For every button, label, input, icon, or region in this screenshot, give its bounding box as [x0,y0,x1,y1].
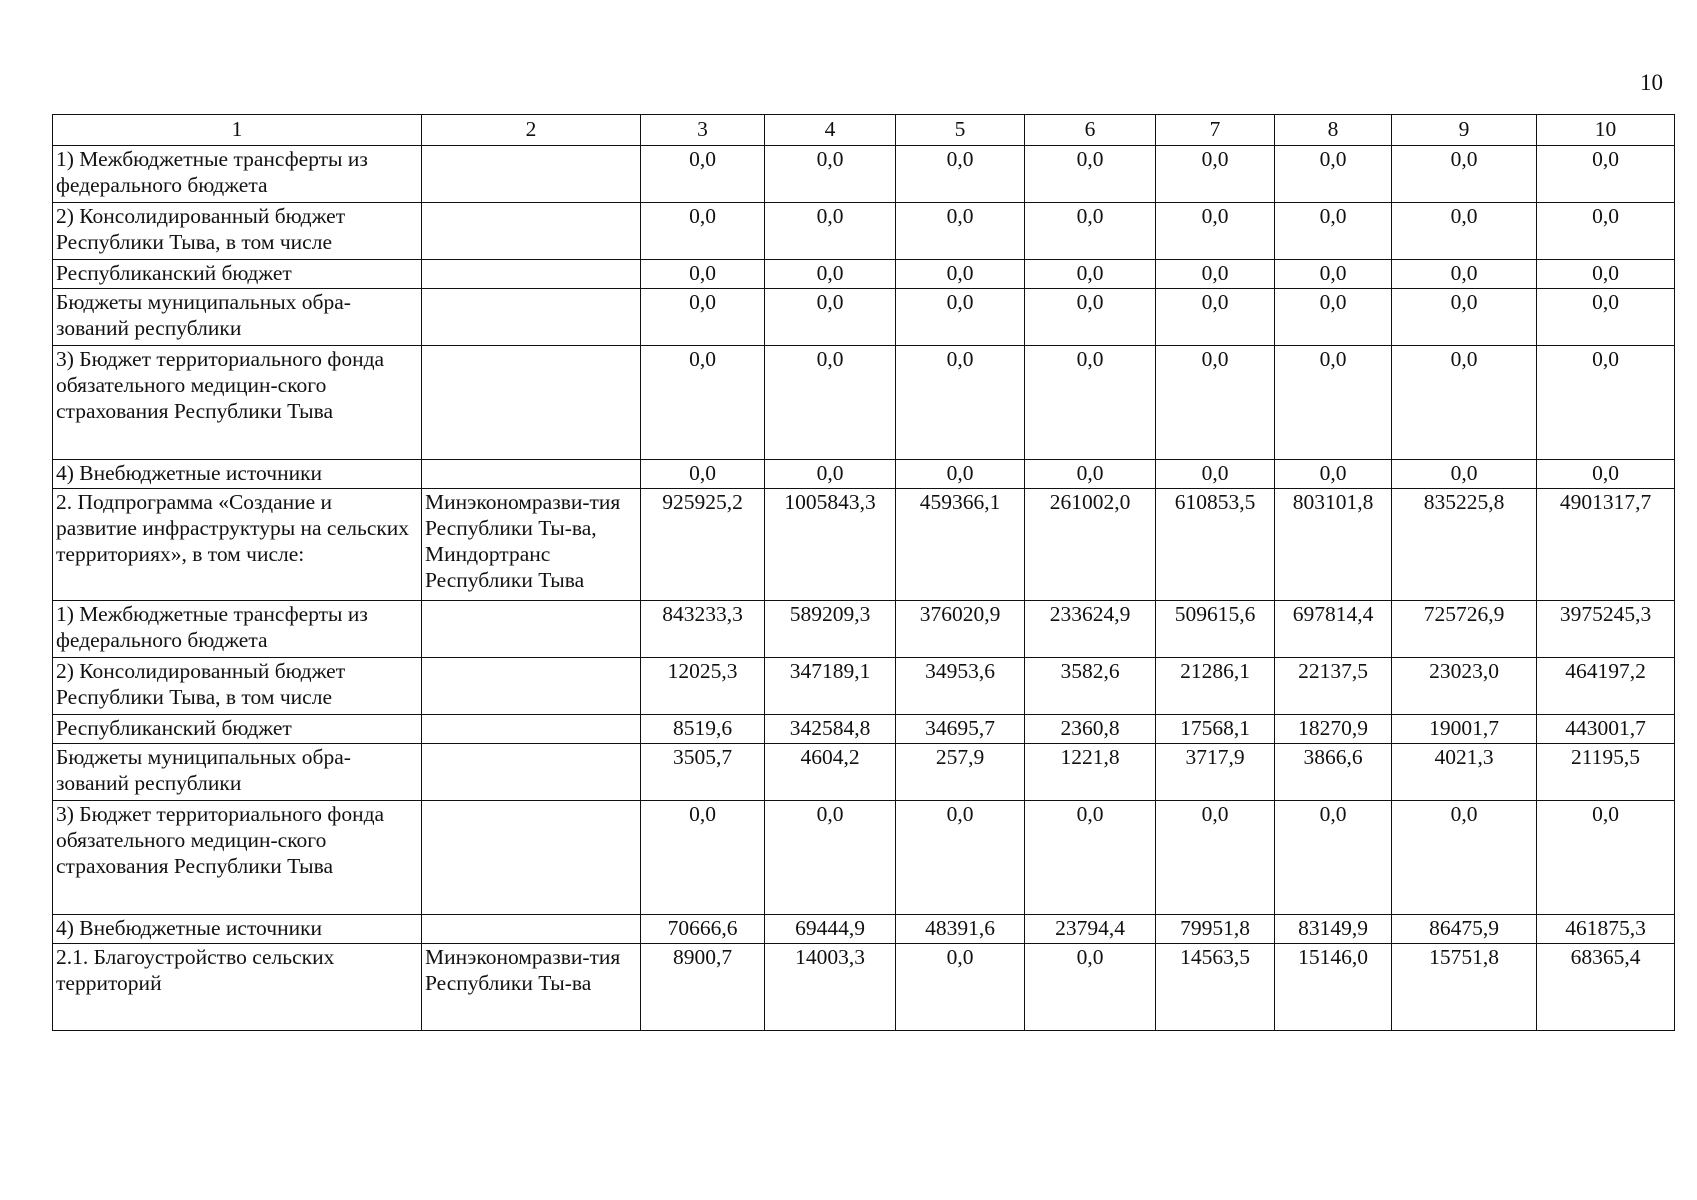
row-label: 1) Межбюджетные трансферты из федерального бюджета [53,146,422,203]
executor-cell [422,346,641,460]
value-cell: 0,0 [1537,460,1675,489]
row-label: Республиканский бюджет [53,715,422,744]
value-cell: 3975245,3 [1537,601,1675,658]
value-cell: 79951,8 [1156,915,1275,944]
value-cell: 0,0 [1275,801,1392,915]
value-cell: 21195,5 [1537,744,1675,801]
value-cell: 0,0 [765,801,896,915]
executor-cell [422,289,641,346]
value-cell: 3866,6 [1275,744,1392,801]
row-label: 2.1. Благоустройство сельских территорий [53,944,422,1031]
value-cell: 0,0 [641,801,765,915]
table-row [53,801,1675,915]
table-row [53,715,1675,744]
value-cell: 461875,3 [1537,915,1675,944]
table-row [53,915,1675,944]
table-row [53,460,1675,489]
executor-cell [422,658,641,715]
value-cell: 697814,4 [1275,601,1392,658]
table-row [53,489,1675,601]
value-cell: 86475,9 [1392,915,1537,944]
value-cell: 22137,5 [1275,658,1392,715]
executor-cell [422,601,641,658]
value-cell: 0,0 [641,289,765,346]
executor-cell [422,460,641,489]
value-cell: 48391,6 [896,915,1025,944]
page-number: 10 [1640,70,1663,95]
column-header: 5 [896,115,1025,146]
value-cell: 464197,2 [1537,658,1675,715]
value-cell: 0,0 [765,346,896,460]
value-cell: 14003,3 [765,944,896,1031]
value-cell: 0,0 [1156,203,1275,260]
column-header: 3 [641,115,765,146]
value-cell: 443001,7 [1537,715,1675,744]
budget-table [52,114,1675,1031]
value-cell: 0,0 [1025,260,1156,289]
value-cell: 0,0 [896,260,1025,289]
value-cell: 0,0 [765,260,896,289]
value-cell: 34953,6 [896,658,1025,715]
value-cell: 0,0 [1156,346,1275,460]
value-cell: 0,0 [896,801,1025,915]
value-cell: 4604,2 [765,744,896,801]
value-cell: 19001,7 [1392,715,1537,744]
value-cell: 2360,8 [1025,715,1156,744]
value-cell: 0,0 [641,146,765,203]
value-cell: 68365,4 [1537,944,1675,1031]
value-cell: 0,0 [1156,289,1275,346]
row-label: 1) Межбюджетные трансферты из федерального бюджета [53,601,422,658]
value-cell: 1005843,3 [765,489,896,601]
column-header: 4 [765,115,896,146]
value-cell: 0,0 [1156,460,1275,489]
value-cell: 835225,8 [1392,489,1537,601]
value-cell: 0,0 [1275,460,1392,489]
value-cell: 15146,0 [1275,944,1392,1031]
value-cell: 459366,1 [896,489,1025,601]
value-cell: 1221,8 [1025,744,1156,801]
column-header: 1 [53,115,422,146]
executor-cell: Минэкономразви-тия Республики Ты-ва [422,944,641,1031]
value-cell: 23794,4 [1025,915,1156,944]
value-cell: 0,0 [1537,801,1675,915]
table-row [53,346,1675,460]
value-cell: 610853,5 [1156,489,1275,601]
value-cell: 342584,8 [765,715,896,744]
value-cell: 14563,5 [1156,944,1275,1031]
value-cell: 843233,3 [641,601,765,658]
value-cell: 21286,1 [1156,658,1275,715]
value-cell: 257,9 [896,744,1025,801]
value-cell: 0,0 [1537,146,1675,203]
value-cell: 0,0 [1025,346,1156,460]
value-cell: 0,0 [1392,146,1537,203]
row-label: 3) Бюджет территориального фонда обязательного медицин-ского страхования Республики Тыва [53,801,422,915]
table-row [53,146,1675,203]
row-label: 2) Консолидированный бюджет Республики Тыва, в том числе [53,203,422,260]
value-cell: 0,0 [1537,260,1675,289]
row-label: Бюджеты муниципальных обра-зований республики [53,744,422,801]
value-cell: 0,0 [896,146,1025,203]
value-cell: 0,0 [765,146,896,203]
column-header: 7 [1156,115,1275,146]
value-cell: 15751,8 [1392,944,1537,1031]
value-cell: 589209,3 [765,601,896,658]
value-cell: 509615,6 [1156,601,1275,658]
table-row [53,203,1675,260]
value-cell: 8900,7 [641,944,765,1031]
value-cell: 0,0 [1537,289,1675,346]
row-label: Бюджеты муниципальных обра-зований республики [53,289,422,346]
value-cell: 0,0 [1392,289,1537,346]
value-cell: 0,0 [1537,346,1675,460]
value-cell: 0,0 [1392,346,1537,460]
column-header: 10 [1537,115,1675,146]
value-cell: 0,0 [765,289,896,346]
table-row [53,744,1675,801]
executor-cell [422,801,641,915]
value-cell: 4021,3 [1392,744,1537,801]
column-header: 9 [1392,115,1537,146]
value-cell: 0,0 [641,346,765,460]
value-cell: 261002,0 [1025,489,1156,601]
value-cell: 83149,9 [1275,915,1392,944]
value-cell: 8519,6 [641,715,765,744]
value-cell: 0,0 [1392,203,1537,260]
column-header: 8 [1275,115,1392,146]
value-cell: 18270,9 [1275,715,1392,744]
column-header: 6 [1025,115,1156,146]
value-cell: 34695,7 [896,715,1025,744]
column-number-row [53,115,1675,146]
executor-cell [422,146,641,203]
value-cell: 0,0 [896,289,1025,346]
value-cell: 0,0 [1025,944,1156,1031]
value-cell: 0,0 [1025,203,1156,260]
value-cell: 12025,3 [641,658,765,715]
row-label: 2. Подпрограмма «Создание и развитие инфраструктуры на сельских территориях», в том числе: [53,489,422,601]
row-label: Республиканский бюджет [53,260,422,289]
value-cell: 4901317,7 [1537,489,1675,601]
value-cell: 0,0 [896,346,1025,460]
row-label: 4) Внебюджетные источники [53,460,422,489]
value-cell: 0,0 [1156,801,1275,915]
value-cell: 0,0 [1392,801,1537,915]
value-cell: 0,0 [765,460,896,489]
row-label: 2) Консолидированный бюджет Республики Тыва, в том числе [53,658,422,715]
value-cell: 0,0 [641,203,765,260]
value-cell: 70666,6 [641,915,765,944]
value-cell: 0,0 [1275,260,1392,289]
value-cell: 0,0 [1025,460,1156,489]
value-cell: 17568,1 [1156,715,1275,744]
value-cell: 233624,9 [1025,601,1156,658]
value-cell: 0,0 [1275,203,1392,260]
value-cell: 803101,8 [1275,489,1392,601]
executor-cell [422,744,641,801]
value-cell: 3505,7 [641,744,765,801]
value-cell: 3717,9 [1156,744,1275,801]
table-row [53,944,1675,1031]
value-cell: 0,0 [1537,203,1675,260]
table-row [53,260,1675,289]
executor-cell [422,715,641,744]
value-cell: 0,0 [896,460,1025,489]
value-cell: 0,0 [1275,346,1392,460]
value-cell: 0,0 [1156,146,1275,203]
value-cell: 925925,2 [641,489,765,601]
value-cell: 0,0 [896,203,1025,260]
value-cell: 0,0 [1392,460,1537,489]
value-cell: 376020,9 [896,601,1025,658]
value-cell: 725726,9 [1392,601,1537,658]
value-cell: 69444,9 [765,915,896,944]
value-cell: 0,0 [641,260,765,289]
value-cell: 0,0 [1275,289,1392,346]
table-row [53,289,1675,346]
value-cell: 0,0 [1156,260,1275,289]
value-cell: 347189,1 [765,658,896,715]
value-cell: 23023,0 [1392,658,1537,715]
value-cell: 0,0 [1275,146,1392,203]
table-row [53,658,1675,715]
value-cell: 0,0 [641,460,765,489]
value-cell: 3582,6 [1025,658,1156,715]
value-cell: 0,0 [1025,801,1156,915]
executor-cell [422,915,641,944]
value-cell: 0,0 [1025,289,1156,346]
executor-cell: Минэкономразви-тия Республики Ты-ва, Миндортранс Республики Тыва [422,489,641,601]
value-cell: 0,0 [1025,146,1156,203]
value-cell: 0,0 [1392,260,1537,289]
row-label: 3) Бюджет территориального фонда обязательного медицин-ского страхования Республики Тыва [53,346,422,460]
executor-cell [422,260,641,289]
column-header: 2 [422,115,641,146]
executor-cell [422,203,641,260]
row-label: 4) Внебюджетные источники [53,915,422,944]
table-row [53,601,1675,658]
value-cell: 0,0 [896,944,1025,1031]
value-cell: 0,0 [765,203,896,260]
